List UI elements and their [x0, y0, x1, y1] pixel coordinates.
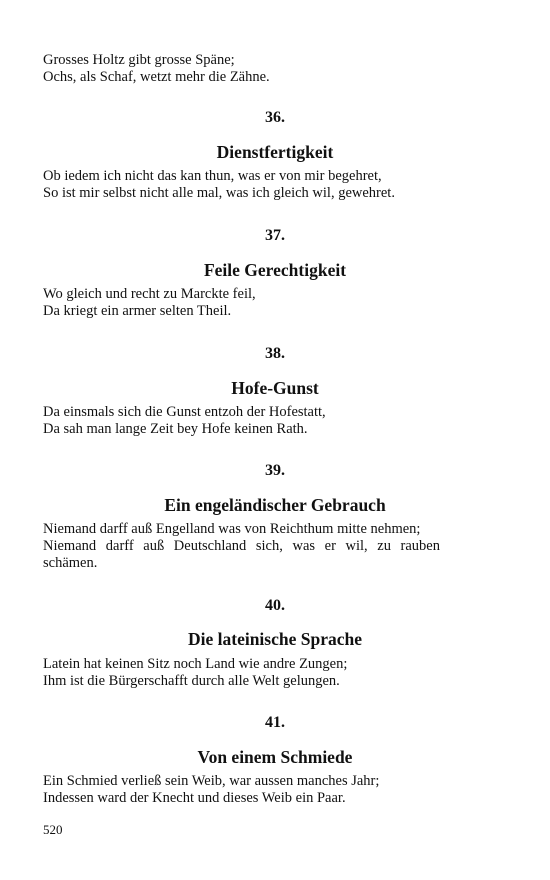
verse-line: Niemand darff auß Deutschland sich, was er wil, zu rauben: [43, 538, 440, 554]
verse-line: Ochs, als Schaf, wetzt mehr die Zähne.: [43, 69, 270, 85]
section-verse: [43, 404, 440, 438]
verse-line: Indessen ward der Knecht und dieses Weib ein Paar.: [43, 790, 346, 806]
verse-line: Da sah man lange Zeit bey Hofe keinen Rath.: [43, 421, 308, 437]
section-number: 37.: [265, 227, 285, 244]
section-number: 36.: [265, 109, 285, 126]
section-verse: [43, 521, 440, 572]
section-number: 40.: [265, 597, 285, 614]
verse-line: So ist mir selbst nicht alle mal, was ich gleich wil, gewehret.: [43, 185, 395, 201]
verse-line: Grosses Holtz gibt grosse Späne;: [43, 52, 235, 68]
verse-line: Wo gleich und recht zu Marckte feil,: [43, 286, 256, 302]
intro-verse: [43, 52, 440, 86]
section-number: 41.: [265, 714, 285, 731]
verse-line: schämen.: [43, 555, 98, 571]
verse-line: Da kriegt ein armer selten Theil.: [43, 303, 232, 319]
verse-line: Da einsmals sich die Gunst entzoh der Hofestatt,: [43, 404, 326, 420]
section-verse: [43, 773, 440, 807]
verse-line: Niemand darff auß Engelland was von Reichthum mitte nehmen;: [43, 521, 421, 537]
page-number: 520: [43, 822, 63, 837]
verse-line: Latein hat keinen Sitz noch Land wie andre Zungen;: [43, 656, 348, 672]
verse-line: Ein Schmied verließ sein Weib, war aussen manches Jahr;: [43, 773, 380, 789]
section-verse: [43, 656, 440, 690]
section-title: Feile Gerechtigkeit: [203, 260, 347, 280]
section-title: Dienstfertigkeit: [216, 142, 334, 162]
section-verse: [43, 286, 440, 320]
section-title: Die lateinische Sprache: [187, 629, 362, 649]
section-title: Von einem Schmiede: [197, 747, 353, 767]
verse-line: Ob iedem ich nicht das kan thun, was er von mir begehret,: [43, 168, 382, 184]
section-number: 39.: [265, 462, 285, 479]
verse-line: Ihm ist die Bürgerschafft durch alle Welt gelungen.: [43, 673, 340, 689]
section-title: Hofe-Gunst: [231, 378, 319, 398]
section-number: 38.: [265, 345, 285, 362]
section-title: Ein engeländischer Gebrauch: [164, 495, 386, 515]
section-verse: [43, 168, 440, 202]
